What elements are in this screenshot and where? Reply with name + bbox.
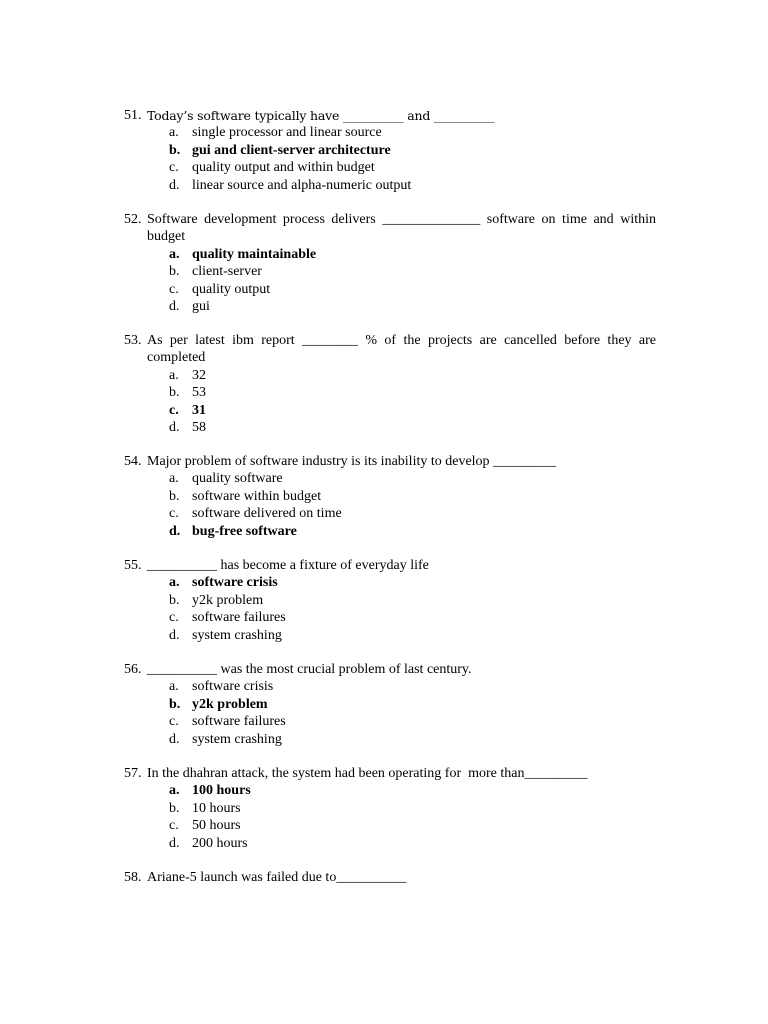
question-number: 51. bbox=[124, 108, 142, 123]
question-51 bbox=[124, 107, 656, 194]
option-c bbox=[124, 505, 656, 522]
option-a-answer bbox=[124, 574, 656, 591]
option-text: 200 hours bbox=[192, 835, 248, 851]
option-letter: a. bbox=[169, 246, 180, 262]
option-a-answer bbox=[124, 246, 656, 263]
question-text: Ariane-5 launch was failed due to__________ bbox=[147, 870, 407, 885]
option-letter: a. bbox=[169, 367, 179, 383]
question-text: Software development process delivers ______________ software on time and within budget bbox=[147, 212, 656, 245]
question-58 bbox=[124, 869, 656, 886]
option-letter: d. bbox=[169, 627, 180, 643]
question-stem bbox=[124, 453, 656, 470]
option-letter: d. bbox=[169, 835, 180, 851]
option-d bbox=[124, 177, 656, 194]
option-letter: c. bbox=[169, 506, 179, 522]
option-c bbox=[124, 281, 656, 298]
option-letter: b. bbox=[169, 142, 181, 158]
option-letter: d. bbox=[169, 731, 180, 747]
question-stem bbox=[124, 211, 656, 246]
question-stem bbox=[124, 661, 656, 678]
option-text: y2k problem bbox=[192, 592, 264, 608]
question-text: In the dhahran attack, the system had been operating for more than_________ bbox=[147, 766, 588, 781]
question-text: __________ has become a fixture of everyday life bbox=[147, 558, 429, 573]
option-b bbox=[124, 384, 656, 401]
question-number: 58. bbox=[124, 870, 142, 885]
option-letter: c. bbox=[169, 818, 179, 834]
option-letter: d. bbox=[169, 299, 180, 315]
option-text: 100 hours bbox=[192, 783, 251, 799]
option-text: 58 bbox=[192, 420, 206, 436]
option-letter: d. bbox=[169, 177, 180, 193]
option-text: 53 bbox=[192, 385, 206, 401]
option-a bbox=[124, 124, 656, 141]
option-letter: d. bbox=[169, 523, 181, 539]
option-text: software crisis bbox=[192, 679, 274, 695]
question-52 bbox=[124, 211, 656, 315]
option-text: gui and client-server architecture bbox=[192, 142, 391, 158]
option-text: quality output bbox=[192, 281, 271, 297]
option-letter: b. bbox=[169, 264, 180, 280]
option-c bbox=[124, 609, 656, 626]
option-text: software delivered on time bbox=[192, 506, 342, 522]
question-57 bbox=[124, 765, 656, 852]
question-number: 54. bbox=[124, 454, 142, 469]
question-number: 55. bbox=[124, 558, 142, 573]
option-d bbox=[124, 835, 656, 852]
option-b-answer bbox=[124, 142, 656, 159]
option-text: software failures bbox=[192, 610, 286, 626]
option-letter: a. bbox=[169, 679, 179, 695]
option-d bbox=[124, 731, 656, 748]
options-list bbox=[124, 246, 656, 316]
option-text: software within budget bbox=[192, 488, 322, 504]
question-56 bbox=[124, 661, 656, 748]
option-letter: a. bbox=[169, 783, 180, 799]
option-d-answer bbox=[124, 523, 656, 540]
question-stem bbox=[124, 107, 656, 124]
option-text: 31 bbox=[192, 402, 206, 418]
option-text: software crisis bbox=[192, 575, 278, 591]
question-text: Major problem of software industry is its inability to develop _________ bbox=[147, 454, 557, 469]
question-number: 53. bbox=[124, 333, 142, 348]
question-stem bbox=[124, 869, 656, 886]
options-list bbox=[124, 678, 656, 748]
option-text: 32 bbox=[192, 367, 206, 383]
options-list bbox=[124, 124, 656, 194]
question-number: 52. bbox=[124, 212, 142, 227]
question-stem bbox=[124, 557, 656, 574]
options-list bbox=[124, 470, 656, 540]
option-a bbox=[124, 678, 656, 695]
question-53 bbox=[124, 332, 656, 436]
option-a bbox=[124, 367, 656, 384]
option-text: 50 hours bbox=[192, 818, 241, 834]
option-letter: b. bbox=[169, 800, 180, 816]
option-text: system crashing bbox=[192, 627, 282, 643]
option-b bbox=[124, 488, 656, 505]
option-text: software failures bbox=[192, 714, 286, 730]
option-letter: b. bbox=[169, 592, 180, 608]
option-text: bug-free software bbox=[192, 523, 297, 539]
option-letter: b. bbox=[169, 385, 180, 401]
question-text: As per latest ibm report ________ % of the projects are cancelled before they are completed bbox=[147, 333, 656, 366]
question-54 bbox=[124, 453, 656, 540]
option-b bbox=[124, 592, 656, 609]
option-letter: b. bbox=[169, 488, 180, 504]
option-c bbox=[124, 713, 656, 730]
option-text: system crashing bbox=[192, 731, 282, 747]
option-letter: a. bbox=[169, 471, 179, 487]
question-number: 57. bbox=[124, 766, 142, 781]
option-text: linear source and alpha-numeric output bbox=[192, 177, 412, 193]
option-letter: a. bbox=[169, 125, 179, 141]
option-c bbox=[124, 159, 656, 176]
option-d bbox=[124, 298, 656, 315]
option-d bbox=[124, 419, 656, 436]
option-b-answer bbox=[124, 696, 656, 713]
option-letter: c. bbox=[169, 160, 179, 176]
question-number: 56. bbox=[124, 662, 142, 677]
question-stem bbox=[124, 332, 656, 367]
option-letter: c. bbox=[169, 610, 179, 626]
option-letter: c. bbox=[169, 281, 179, 297]
option-b bbox=[124, 800, 656, 817]
option-text: y2k problem bbox=[192, 696, 268, 712]
option-d bbox=[124, 627, 656, 644]
option-a bbox=[124, 470, 656, 487]
option-text: quality output and within budget bbox=[192, 160, 375, 176]
question-text: Today’s software typically have __________ and __________ bbox=[147, 108, 495, 123]
option-c-answer bbox=[124, 402, 656, 419]
option-text: client-server bbox=[192, 264, 262, 280]
option-text: single processor and linear source bbox=[192, 125, 382, 141]
option-text: quality software bbox=[192, 471, 283, 487]
options-list bbox=[124, 782, 656, 852]
option-letter: c. bbox=[169, 714, 179, 730]
option-text: quality maintainable bbox=[192, 246, 317, 262]
option-b bbox=[124, 263, 656, 280]
options-list bbox=[124, 574, 656, 644]
options-list bbox=[124, 367, 656, 437]
option-text: 10 hours bbox=[192, 800, 241, 816]
option-letter: a. bbox=[169, 575, 180, 591]
question-text: __________ was the most crucial problem of last century. bbox=[147, 662, 472, 677]
question-55 bbox=[124, 557, 656, 644]
option-c bbox=[124, 817, 656, 834]
option-letter: b. bbox=[169, 696, 181, 712]
option-text: gui bbox=[192, 299, 210, 315]
option-a-answer bbox=[124, 782, 656, 799]
option-letter: d. bbox=[169, 420, 180, 436]
option-letter: c. bbox=[169, 402, 179, 418]
question-stem bbox=[124, 765, 656, 782]
